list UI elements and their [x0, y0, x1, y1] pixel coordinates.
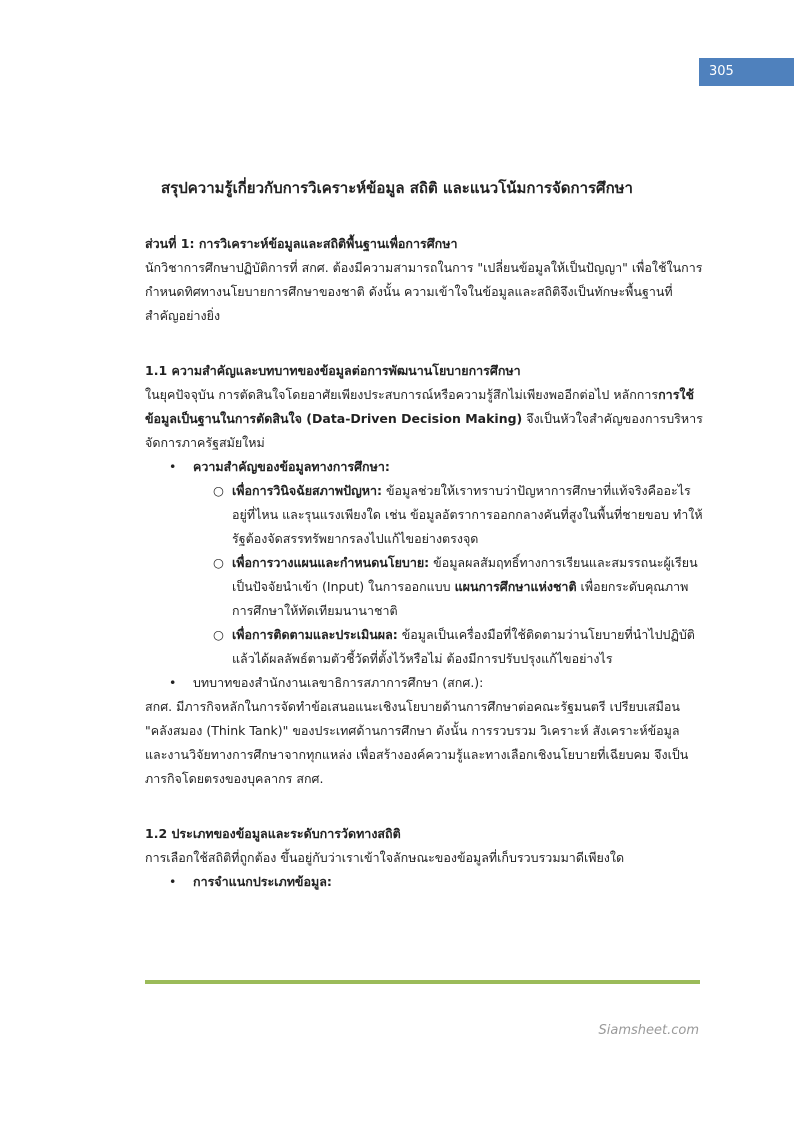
intro-text-b: จึงเป็นหัวใจสำคัญของการบริหารจัดการภาครัฐสมัยใหม่	[145, 411, 703, 450]
sub-item-label: เพื่อการวางแผนและกำหนดนโยบาย:	[232, 555, 430, 570]
section-1-2-intro: การเลือกใช้สถิติที่ถูกต้อง ขึ้นอยู่กับว่าเราเข้าใจลักษณะของข้อมูลที่เก็บรวบรวมมาดีเพียงใด	[145, 850, 625, 865]
sub-list-item	[145, 551, 705, 623]
sub-list-item	[145, 623, 705, 671]
role-paragraph: สกศ. มีภารกิจหลักในการจัดทำข้อเสนอแนะเชิงนโยบายด้านการศึกษาต่อคณะรัฐมนตรี เปรียบเสมือน "คลังสมอง (Think Tank)" ของประเทศด้านการศึกษา ดังนั้น การรวบรวม วิเคราะห์ สังเคราะห์ข้อมูล และงานวิจัยทางการศึกษาจากทุกแหล่ง เพื่อสร้างองค์ความรู้และทางเลือกเชิงนโยบายที่เฉียบคม จึงเป็นภารกิจโดยตรงของบุคลากร สกศ.	[145, 699, 689, 786]
sub-item-label: เพื่อการติดตามและประเมินผล:	[232, 627, 398, 642]
document-body	[145, 232, 705, 894]
sub-item-text: เพื่อยกระดับคุณภาพการศึกษาให้ทัดเทียมนานาชาติ	[232, 579, 689, 618]
sub-item-label: เพื่อการวินิจฉัยสภาพปัญหา:	[232, 483, 383, 498]
sub-item-text: ข้อมูลเป็นเครื่องมือที่ใช้ติดตามว่านโยบายที่นำไปปฏิบัติแล้วได้ผลลัพธ์ตามตัวชี้วัดที่ตั้งไว้หรือไม่ ต้องมีการปรับปรุงแก้ไขอย่างไร	[232, 627, 695, 666]
part1-body: นักวิชาการศึกษาปฏิบัติการที่ สกศ. ต้องมีความสามารถในการ "เปลี่ยนข้อมูลให้เป็นปัญญา" เพื่อใช้ในการกำหนดทิศทางนโยบายการศึกษาของชาติ ดังนั้น ความเข้าใจในข้อมูลและสถิติจึงเป็นทักษะพื้นฐานที่สำคัญอย่างยิ่ง	[145, 260, 703, 323]
section-1-2-heading: 1.2 ประเภทของข้อมูลและระดับการวัดทางสถิติ	[145, 826, 401, 841]
spacer	[145, 328, 705, 359]
footer-rule	[145, 980, 700, 984]
bullet-label: บทบาทของสำนักงานเลขาธิการสภาการศึกษา (สกศ.):	[193, 675, 484, 690]
bullet-icon: •	[169, 874, 177, 889]
circle-bullet-icon: ○	[213, 555, 224, 570]
footer-site-name: Siamsheet.com	[598, 1023, 699, 1038]
sub-item-text: ข้อมูลช่วยให้เราทราบว่าปัญหาการศึกษาที่แท้จริงคืออะไร อยู่ที่ไหน และรุนแรงเพียงใด เช่น ข้อมูลอัตราการออกกลางคันที่สูงในพื้นที่ชายขอบ ทำให้รัฐต้องจัดสรรทรัพยากรลงไปแก้ไขอย่างตรงจุด	[232, 483, 703, 546]
intro-text-a: ในยุคปัจจุบัน การตัดสินใจโดยอาศัยเพียงประสบการณ์หรือความรู้สึกไม่เพียงพออีกต่อไป หลักการ	[145, 387, 659, 402]
bullet-icon: •	[169, 459, 177, 474]
section-1-1-heading: 1.1 ความสำคัญและบทบาทของข้อมูลต่อการพัฒนานโยบายการศึกษา	[145, 363, 521, 378]
sub-item-text: ข้อมูลผลสัมฤทธิ์ทางการเรียนและสมรรถนะผู้เรียน เป็นปัจจัยนำเข้า (Input) ในการออกแบบ	[232, 555, 698, 594]
list-item	[145, 870, 705, 894]
spacer	[145, 791, 705, 822]
circle-bullet-icon: ○	[213, 483, 224, 498]
sub-item-bold: แผนการศึกษาแห่งชาติ	[454, 579, 577, 594]
page-number-badge: 305	[699, 58, 794, 86]
page-title: สรุปความรู้เกี่ยวกับการวิเคราะห์ข้อมูล สถิติ และแนวโน้มการจัดการศึกษา	[161, 179, 633, 197]
sub-list-item	[145, 479, 705, 551]
part1-heading: ส่วนที่ 1: การวิเคราะห์ข้อมูลและสถิติพื้นฐานเพื่อการศึกษา	[145, 236, 458, 251]
section-1-1-intro	[145, 383, 705, 455]
list-item	[145, 455, 705, 479]
bullet-icon: •	[169, 675, 177, 690]
circle-bullet-icon: ○	[213, 627, 224, 642]
intro-bold: การใช้ข้อมูลเป็นฐานในการตัดสินใจ (Data-Driven Decision Making)	[145, 387, 694, 426]
bullet-label: ความสำคัญของข้อมูลทางการศึกษา:	[193, 459, 390, 474]
list-item	[145, 671, 705, 695]
bullet-label: การจำแนกประเภทข้อมูล:	[193, 874, 332, 889]
